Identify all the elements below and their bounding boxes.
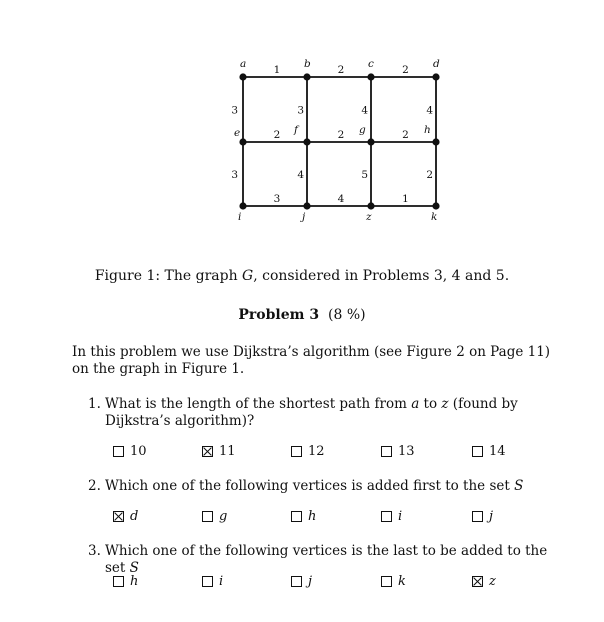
option-label: j (308, 574, 313, 589)
answer-option[interactable] (113, 444, 147, 459)
vertex-c (367, 73, 374, 80)
vertex-label: j (302, 211, 306, 223)
vertex-a (239, 73, 246, 80)
option-label: k (398, 574, 406, 589)
edge-weight-label: 2 (337, 64, 345, 76)
answer-option[interactable] (202, 509, 227, 524)
edge-weight-label: 1 (273, 64, 281, 76)
question-text: What is the length of the shortest path from a to z (found by Dijkstra’s algorithm)? (105, 396, 518, 429)
option-label: 11 (219, 444, 236, 459)
edge-weight-label: 5 (361, 169, 368, 181)
option-label: g (219, 509, 228, 524)
vertex-h (432, 138, 439, 145)
checkbox[interactable] (381, 511, 392, 522)
option-label: 12 (308, 444, 325, 459)
checkbox[interactable] (202, 511, 213, 522)
question-text: Which one of the following vertices is added first to the set S (105, 478, 524, 494)
vertex-z (367, 202, 374, 209)
answer-option[interactable] (202, 574, 223, 589)
edge-weight-label: 3 (297, 104, 304, 117)
checkbox[interactable] (381, 446, 392, 457)
vertex-label: i (238, 211, 242, 223)
option-label: i (398, 509, 403, 524)
checkbox[interactable] (202, 576, 213, 587)
vertex-label: k (431, 211, 438, 223)
option-label: i (219, 574, 224, 589)
question-number: 1. (88, 396, 101, 412)
edge-weight-label: 2 (273, 129, 281, 141)
answer-option[interactable] (381, 509, 402, 524)
checkbox[interactable] (381, 576, 392, 587)
answer-option[interactable] (472, 444, 506, 459)
vertex-g (367, 138, 374, 145)
answer-option[interactable] (381, 444, 415, 459)
checkbox[interactable] (472, 511, 483, 522)
checked-checkbox[interactable] (202, 446, 213, 457)
graph-figure (0, 0, 604, 240)
question-3 (88, 543, 550, 577)
answer-option[interactable] (291, 574, 312, 589)
vertex-f (303, 138, 310, 145)
question-number: 2. (88, 478, 101, 494)
option-label: 13 (398, 444, 415, 459)
checkbox[interactable] (291, 511, 302, 522)
checkbox[interactable] (291, 576, 302, 587)
vertex-label: e (234, 127, 241, 139)
vertex-k (432, 202, 439, 209)
edge-weight-label: 2 (402, 64, 409, 76)
vertex-d (432, 73, 439, 80)
problem-title: Problem 3 (8 %) (238, 307, 366, 323)
edge-weight-label: 4 (337, 193, 345, 205)
edge-weight-label: 1 (402, 193, 409, 205)
vertex-label: c (368, 58, 374, 70)
vertex-label: d (433, 58, 440, 70)
vertex-j (303, 202, 310, 209)
vertex-e (239, 138, 246, 145)
edge-weight-label: 4 (297, 169, 304, 181)
checkbox[interactable] (291, 446, 302, 457)
option-label: d (130, 509, 139, 524)
checkbox[interactable] (472, 446, 483, 457)
problem-intro: In this problem we use Dijkstra’s algorithm (see Figure 2 on Page 11) on the graph in Figure 1. (72, 344, 551, 377)
checkbox[interactable] (113, 576, 124, 587)
figure-caption: Figure 1: The graph G, considered in Problems 3, 4 and 5. (94, 268, 510, 284)
vertex-b (303, 73, 310, 80)
edge-weight-label: 3 (273, 193, 281, 205)
edge-weight-label: 2 (402, 129, 409, 141)
vertex-label: f (294, 124, 298, 136)
checkbox[interactable] (113, 446, 124, 457)
vertex-label: g (359, 124, 366, 136)
vertex-label: b (304, 58, 311, 70)
edge-weight-label: 4 (426, 104, 433, 117)
checked-checkbox[interactable] (472, 576, 483, 587)
edge-weight-label: 3 (231, 169, 238, 181)
vertex-label: h (424, 124, 431, 136)
option-label: j (489, 509, 494, 524)
checked-checkbox[interactable] (113, 511, 124, 522)
answer-option[interactable] (381, 574, 406, 589)
option-label: h (308, 509, 317, 524)
answer-option[interactable] (472, 574, 496, 589)
answer-option[interactable] (472, 509, 493, 524)
option-label: 10 (130, 444, 147, 459)
answer-option[interactable] (113, 574, 138, 589)
answer-option[interactable] (291, 509, 316, 524)
edge-weight-label: 2 (426, 169, 433, 181)
option-label: z (489, 574, 496, 589)
answer-option[interactable] (291, 444, 325, 459)
vertex-label: z (366, 211, 372, 223)
vertex-i (239, 202, 246, 209)
edge-weight-label: 3 (231, 104, 238, 117)
question-text: Which one of the following vertices is the last to be added to the set S (105, 543, 548, 576)
edge-weight-label: 4 (361, 104, 368, 117)
option-label: h (130, 574, 139, 589)
question-2 (88, 478, 550, 495)
option-label: 14 (489, 444, 506, 459)
question-number: 3. (88, 543, 101, 559)
edge-weight-label: 2 (337, 129, 345, 141)
answer-option[interactable] (202, 444, 236, 459)
vertex-label: a (240, 58, 247, 70)
question-1 (88, 396, 550, 430)
answer-option[interactable] (113, 509, 138, 524)
